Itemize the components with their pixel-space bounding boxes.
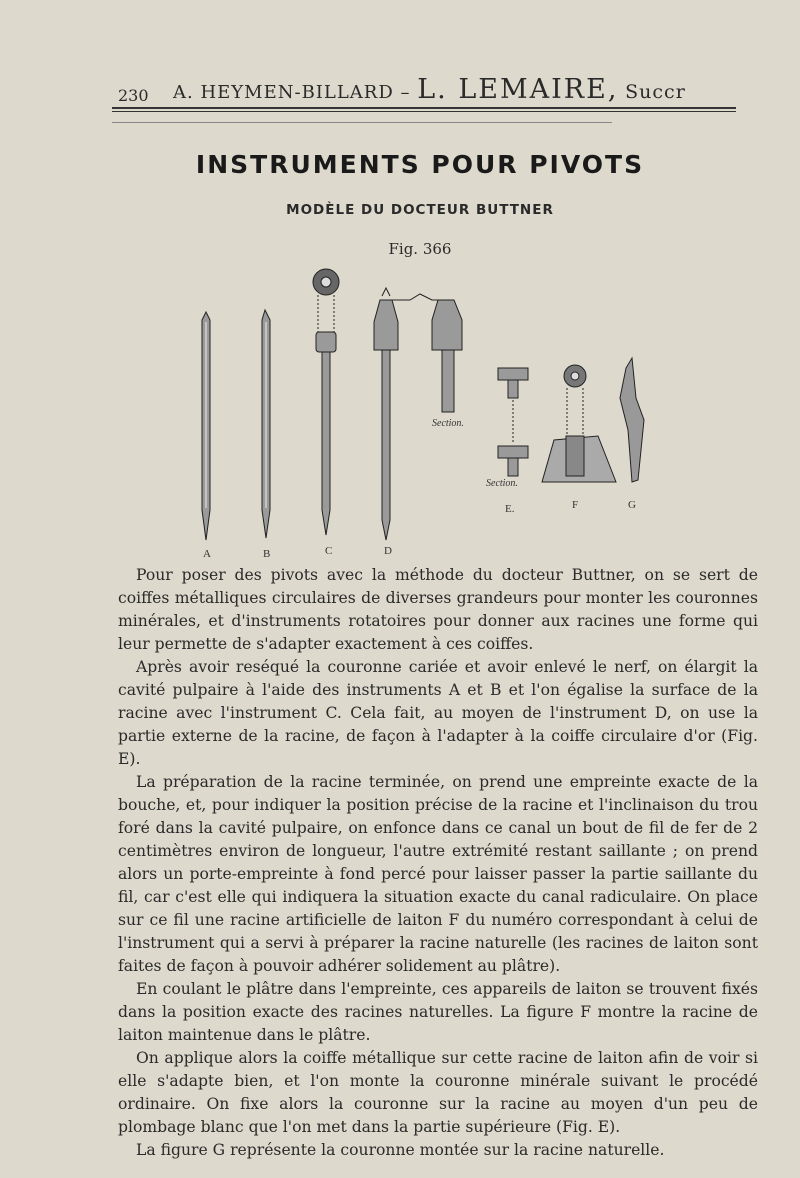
paragraph: Après avoir reséqué la couronne cariée et avoir enlevé le nerf, on élargit la cavité pulpaire à l'aide des instruments A et B et l'on égalise la surface de la racine avec l'instrument C. Cela fait, au moyen de l'instrument D, on use la partie externe de la racine, de façon à l'adapter à la coiffe circulaire d'or (Fig. E).: [118, 658, 758, 768]
instrument-d-section: [388, 294, 462, 412]
page-title: INSTRUMENTS POUR PIVOTS: [195, 150, 645, 179]
instrument-a: [202, 312, 210, 540]
part-f: [542, 365, 616, 482]
paragraph: La figure G représente la couronne montée sur la racine naturelle.: [136, 1141, 665, 1159]
paragraph: On applique alors la coiffe métallique sur cette racine de laiton afin de voir si elle s'adapte bien, et l'on monte la couronne minérale suivant le procédé ordinaire. On fixe alors la couronne sur la racine au moyen d'un peu de plombage blanc que l'on met dans la partie supérieure (Fig. E).: [118, 1049, 758, 1136]
page-header: [118, 70, 738, 104]
header-rule: [112, 122, 612, 123]
paragraph: En coulant le plâtre dans l'empreinte, ces appareils de laiton se trouvent fixés dans la position exacte des racines naturelles. La figure F montre la racine de laiton maintenue dans le plâtre.: [118, 980, 758, 1044]
label-b: B: [263, 548, 271, 560]
part-e: [498, 368, 528, 476]
page-number: 230: [118, 86, 149, 105]
part-g: [620, 358, 644, 482]
label-d: D: [384, 545, 392, 557]
publisher-name: A. HEYMEN-BILLARD –: [173, 82, 411, 103]
header-rule: [112, 111, 736, 112]
paragraph: La préparation de la racine terminée, on prend une empreinte exacte de la bouche, et, pour indiquer la position précise de la racine et l'inclinaison du trou foré dans la cavité pulpaire, on enfonce dans ce canal un bout de fil de fer de 2 centimètres environ de longueur, l'autre extrémité restant saillante ; on prend alors un porte-empreinte à fond percé pour laisser passer la partie saillante du fil, car c'est elle qui indiquera la situation exacte du canal radiculaire. On place sur ce fil une racine artificielle de laiton F du numéro correspondant à celui de l'instrument qui a servi à préparer la racine naturelle (les racines de laiton sont faites de façon à pouvoir adhérer solidement au plâtre).: [118, 773, 758, 975]
label-f: F: [572, 499, 579, 511]
label-c: C: [325, 545, 333, 557]
page-subtitle: MODÈLE DU DOCTEUR BUTTNER: [286, 202, 554, 218]
successor-abbrev: Succr: [625, 81, 686, 103]
successor-name: L. LEMAIRE,: [417, 74, 619, 105]
running-head: [173, 74, 686, 105]
body-text: [118, 564, 758, 1162]
instrument-c: [313, 269, 339, 535]
header-rule: [112, 107, 736, 109]
instrument-b: [262, 310, 270, 538]
label-section-2: Section.: [486, 478, 518, 489]
label-a: A: [203, 548, 211, 560]
label-g: G: [628, 499, 636, 511]
label-e: E.: [505, 503, 515, 515]
label-section-1: Section.: [432, 418, 464, 429]
paragraph: Pour poser des pivots avec la méthode du docteur Buttner, on se sert de coiffes métalliques circulaires de diverses grandeurs pour monter les couronnes minérales, et d'instruments rotatoires pour donner aux racines une forme qui leur permette de s'adapter exactement à ces coiffes.: [118, 566, 758, 653]
instrument-figure: [170, 260, 690, 560]
instrument-d: [374, 288, 398, 540]
figure-caption: Fig. 366: [388, 240, 452, 258]
